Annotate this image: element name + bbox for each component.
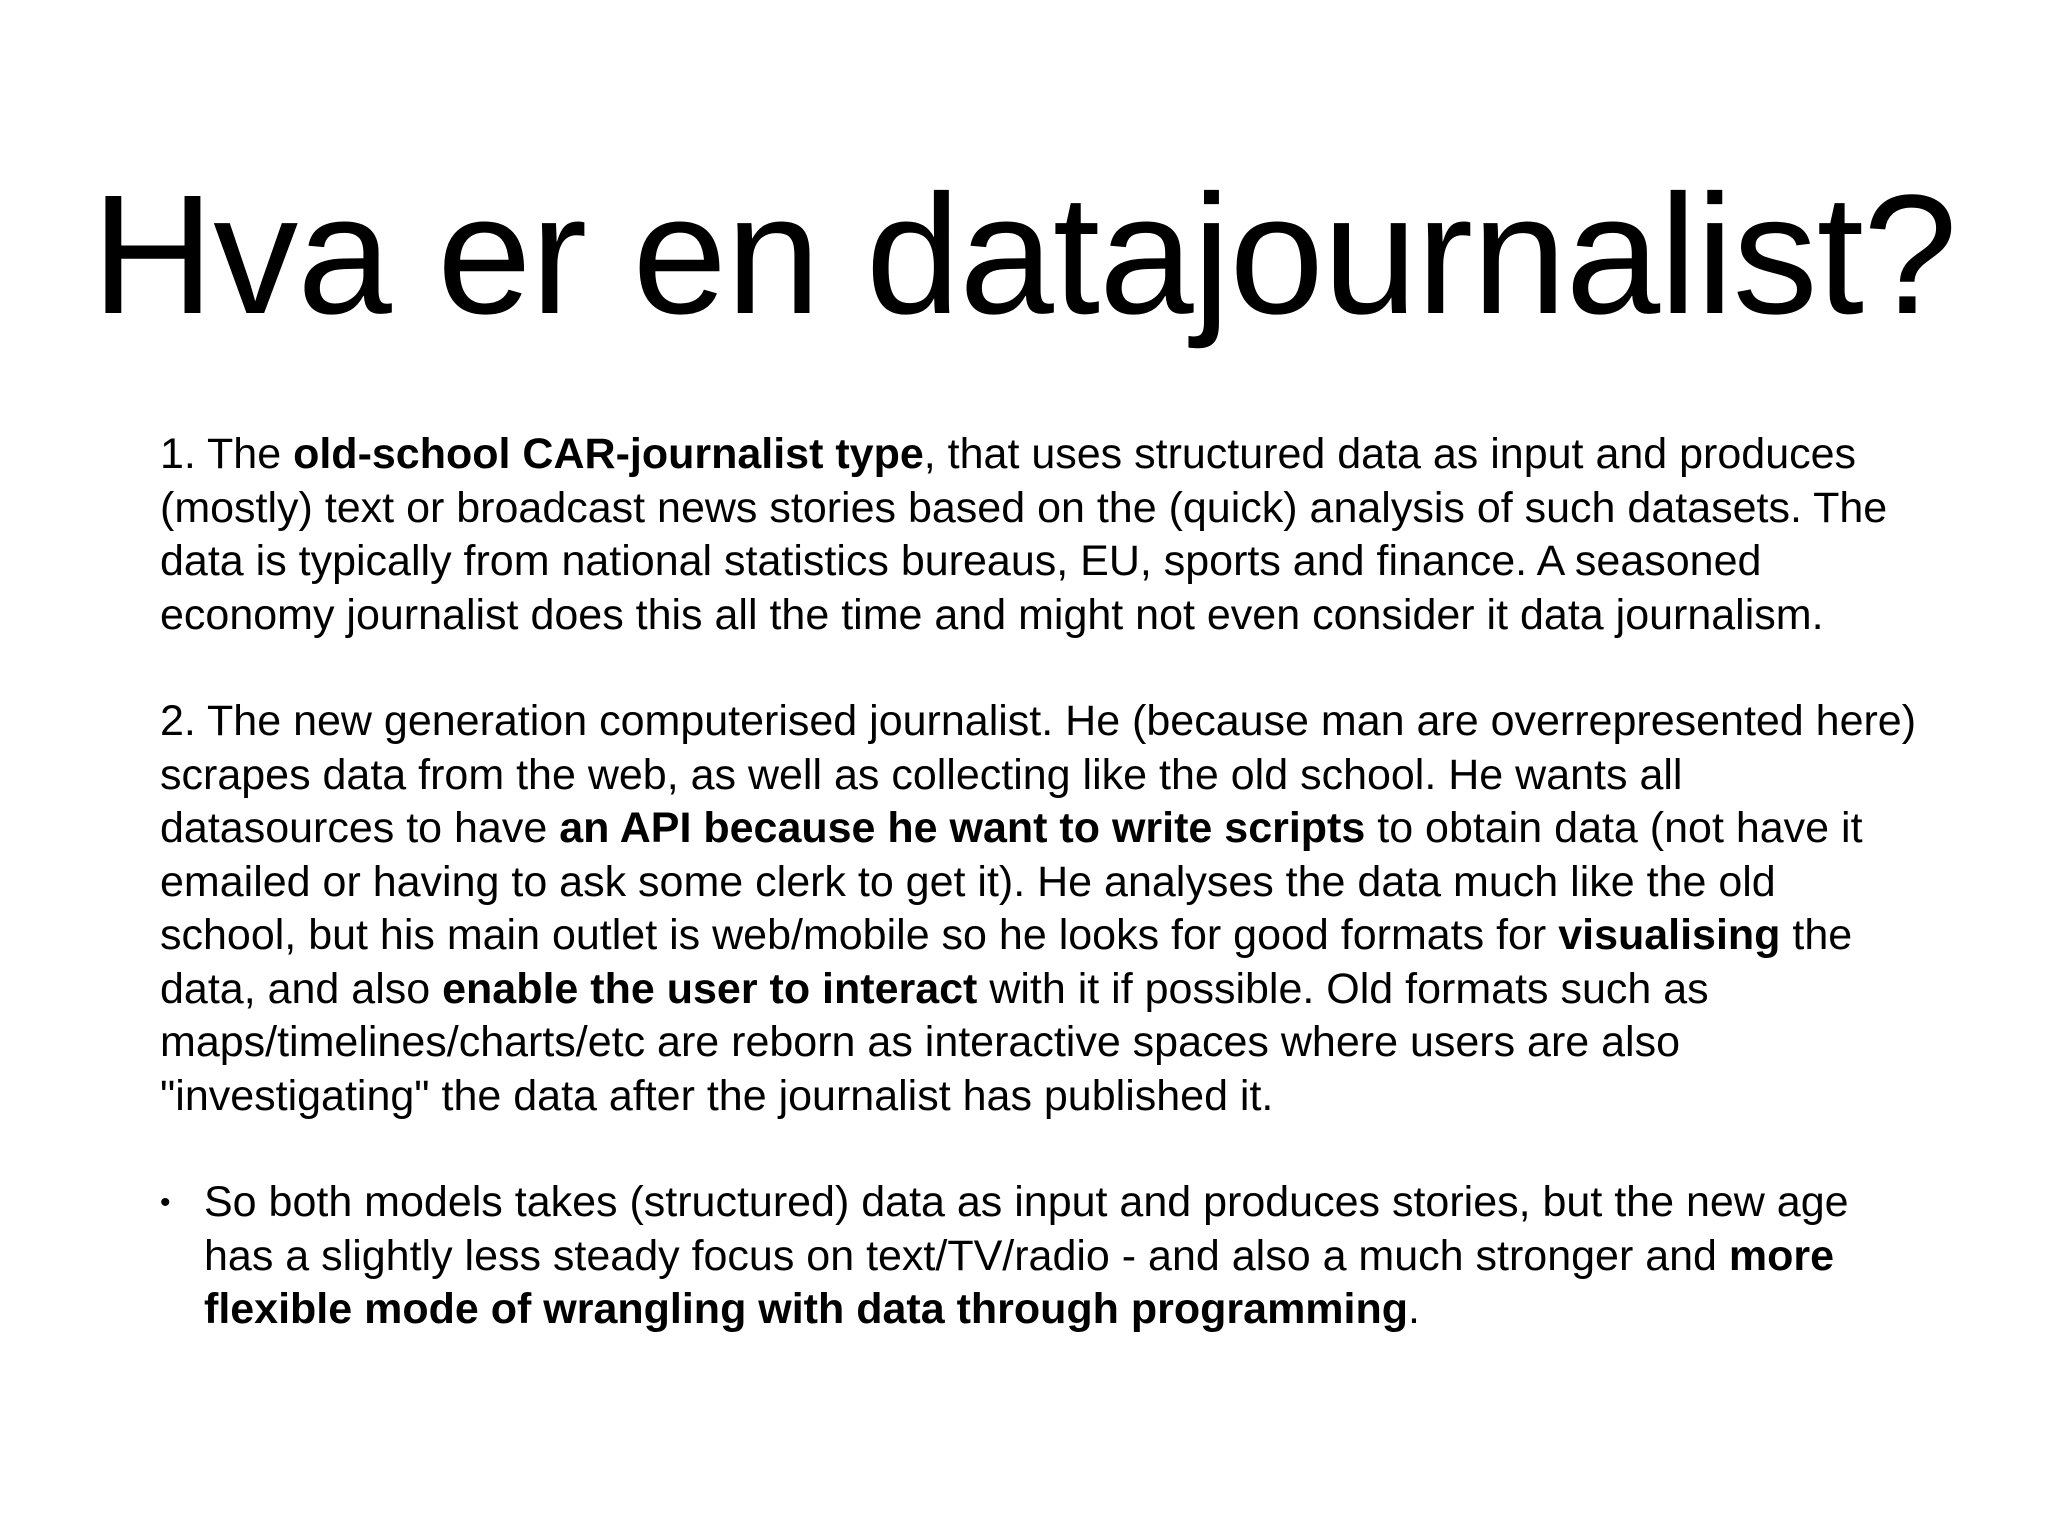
- bullet-text-2: .: [1408, 1285, 1420, 1333]
- bullet-bold-1: more flexible mode of wrangling with data through programming: [204, 1231, 1835, 1333]
- item-2-text-3: the data, and also: [160, 911, 1853, 1013]
- numbered-item-2: [160, 695, 1920, 1123]
- item-2-text-2: to obtain data (not have it emailed or having to ask some clerk to get it). He analyses the data much like the old school, but his main outlet is web/mobile so he looks for good formats for: [160, 804, 1863, 959]
- item-2-bold-2: visualising: [1558, 911, 1781, 959]
- item-1-text-2: , that uses structured data as input and produces (mostly) text or broadcast news stories based on the (quick) analysis of such datasets. The data is typically from national statistics bureaus, EU, sports and finance. A seasoned economy journalist does this all the time and might not even consider it data journalism.: [160, 430, 1888, 639]
- bullet-text: [204, 1176, 1920, 1337]
- item-1-marker: 1.: [160, 430, 196, 478]
- bullet-text-1: So both models takes (structured) data as input and produces stories, but the new age has a slightly less steady focus on text/TV/radio - and also a much stronger and: [204, 1178, 1849, 1280]
- item-2-marker: 2.: [160, 697, 196, 745]
- item-1-bold-1: old-school CAR-journalist type: [293, 430, 924, 478]
- slide-title: Hva er en datajournalist?: [91, 160, 1957, 350]
- bullet-dot: •: [160, 1186, 171, 1219]
- item-2-bold-3: enable the user to interact: [442, 964, 978, 1013]
- bullet-item: [160, 1176, 1920, 1337]
- item-1-text-1: The: [195, 430, 294, 478]
- numbered-item-1: [160, 428, 1920, 642]
- slide-body: [160, 428, 1920, 1337]
- item-2-text-1: The new generation computerised journalist. He (because man are overrepresented here) scrapes data from the web, as well as collecting like the old school. He wants all datasources to have: [160, 697, 1917, 852]
- item-2-bold-1: an API because he want to write scripts: [559, 804, 1366, 852]
- item-2-text-4: with it if possible. Old formats such as maps/timelines/charts/etc are reborn as interactive spaces where users are also "investigating" the data after the journalist has published it.: [160, 964, 1709, 1120]
